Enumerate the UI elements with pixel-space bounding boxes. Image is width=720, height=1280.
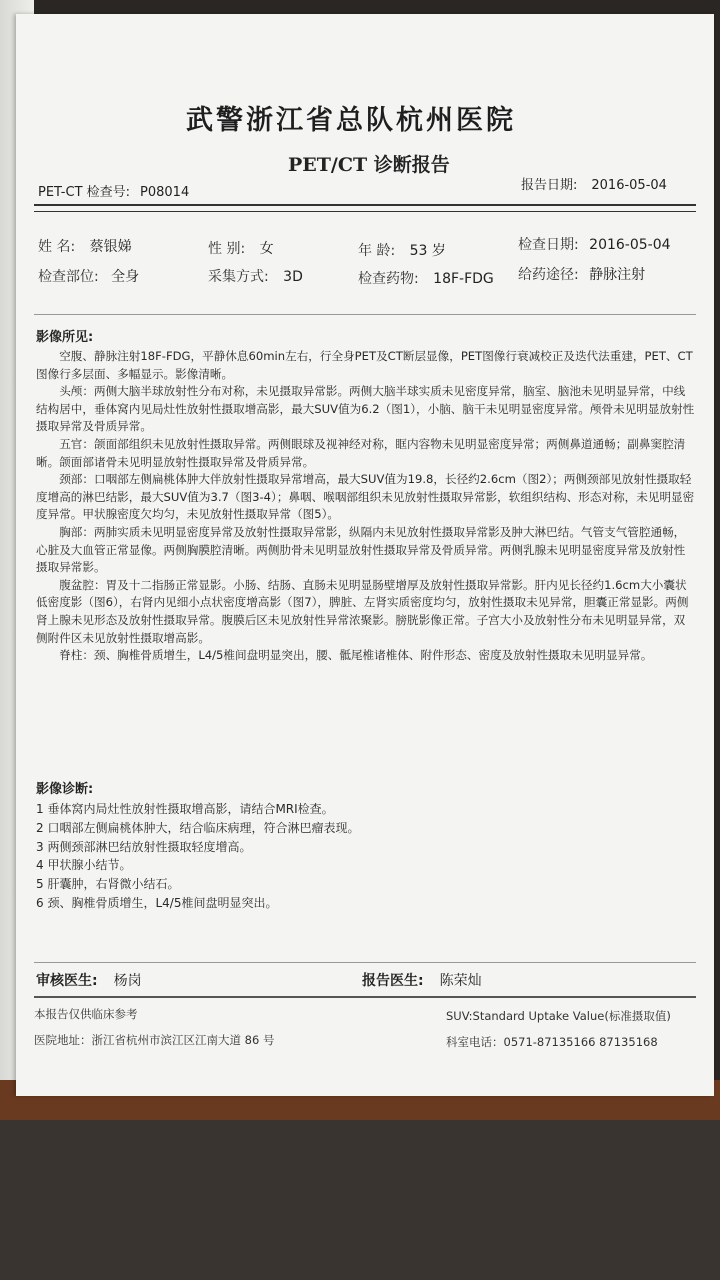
suv-note: SUV:Standard Uptake Value(标准摄取值) (446, 1009, 671, 1023)
diagnosis-item: 3 两侧颈部淋巴结放射性摄取轻度增高。 (36, 839, 252, 854)
exam-site-value: 全身 (111, 269, 140, 285)
patient-age-value: 53 岁 (409, 243, 446, 259)
findings-paragraph: 腹盆腔：胃及十二指肠正常显影。小肠、结肠、直肠未见明显肠壁增厚及放射性摄取异常影。肝内见长径约1.6cm大小囊状低密度影（图6），右肾内见细小点状密度增高影（图7），脾脏、左肾实质密度均匀，放射性摄取未见异常，胆囊正常显影。两侧肾上腺未见形态及放射性摄取异常。腹膜后区未见放射性异常浓聚影。膀胱影像正常。子宫大小及放射性分布未见明显异常，双侧附件区未见放射性摄取增高影。 (36, 577, 689, 645)
exam-number (38, 181, 189, 200)
exam-date-label: 检查日期: (518, 237, 579, 253)
patient-sex-value: 女 (259, 241, 274, 257)
diagnosis-item: 1 垂体窝内局灶性放射性摄取增高影，请结合MRI检查。 (36, 802, 334, 816)
report-sheet (16, 14, 714, 1096)
reviewer-signature (36, 970, 142, 990)
patient-sex-label: 性 别: (208, 241, 246, 257)
reporter-name: 陈荣灿 (439, 973, 482, 989)
findings-paragraph: 颈部：口咽部左侧扁桃体肿大伴放射性摄取异常增高，最大SUV值为19.8，长径约2.6cm（图2）；两侧颈部见放射性摄取轻度增高的淋巴结影，最大SUV值为3.7（图3-4）；鼻咽、喉咽部组织未见放射性摄取异常影，软组织结构、形态对称，未见明显密度异常。甲状腺密度欠均匀，未见放射性摄取异常（图5）。 (36, 472, 695, 522)
hospital-name: 武警浙江省总队杭州医院 (186, 105, 516, 136)
findings-body (36, 348, 696, 665)
acquisition-mode-label: 采集方式: (208, 269, 269, 285)
diagnosis-list (36, 800, 359, 913)
signature-divider-top (34, 962, 696, 963)
exam-date-value: 2016-05-04 (589, 237, 671, 253)
exam-drug-value: 18F-FDG (433, 271, 494, 287)
diagnosis-item: 4 甲状腺小结节。 (36, 858, 132, 873)
findings-paragraph: 胸部：两肺实质未见明显密度异常及放射性摄取异常影，纵隔内未见放射性摄取异常影及肿大淋巴结。气管支气管腔通畅，心脏及大血管正常显像。两侧胸膜腔清晰。两侧肋骨未见明显放射性摄取异常及骨质异常。两侧乳腺未见明显密度异常及放射性摄取异常影。 (36, 524, 686, 575)
acquisition-mode (208, 266, 303, 286)
findings-paragraph: 五官：颌面部组织未见放射性摄取异常。两侧眼球及视神经对称，眶内容物未见明显密度异常；两侧鼻道通畅；副鼻窦腔清晰。颌面部诸骨未见明显放射性摄取异常及骨质异常。 (36, 436, 686, 469)
patient-sex (208, 238, 274, 258)
diagnosis-item: 6 颈、胸椎骨质增生，L4/5椎间盘明显突出。 (36, 895, 278, 910)
patient-name (38, 236, 132, 256)
reporter-signature (362, 970, 482, 990)
header-divider-thin (34, 211, 696, 212)
header-divider (34, 204, 696, 206)
patient-name-value: 蔡银娣 (89, 239, 132, 255)
report-date-label: 报告日期: (521, 178, 578, 193)
disclaimer-note: 本报告仅供临床参考 (34, 1007, 138, 1021)
exam-site (38, 266, 139, 286)
exam-number-label: PET-CT 检查号: (38, 185, 131, 200)
diagnosis-item: 5 肝囊肿，右肾微小结石。 (36, 877, 180, 892)
report-date-value: 2016-05-04 (591, 178, 667, 193)
info-divider (34, 314, 696, 315)
drug-route-value: 静脉注射 (589, 267, 646, 283)
acquisition-mode-value: 3D (283, 269, 303, 285)
exam-site-label: 检查部位: (38, 269, 99, 285)
findings-paragraph: 脊柱：颈、胸椎骨质增生，L4/5椎间盘明显突出，腰、骶尾椎诸椎体、附件形态、密度及放射性摄取未见明显异常。 (59, 648, 653, 663)
signature-divider-bottom (34, 996, 696, 998)
findings-title: 影像所见: (36, 330, 94, 345)
patient-age-label: 年 龄: (358, 243, 396, 259)
exam-drug (358, 268, 494, 288)
findings-paragraph: 空腹、静脉注射18F-FDG，平静休息60min左右，行全身PET及CT断层显像，PET图像行衰减校正及迭代法重建，PET、CT图像行多层面、多幅显示。影像清晰。 (36, 349, 693, 381)
exam-drug-label: 检查药物: (358, 271, 419, 287)
patient-age (358, 240, 446, 260)
department-phone: 科室电话：0571-87135166 87135168 (446, 1035, 658, 1049)
floor-background (0, 1100, 720, 1280)
findings-paragraph: 头颅：两侧大脑半球放射性分布对称，未见摄取异常影。两侧大脑半球实质未见密度异常，脑室、脑池未见明显异常，中线结构居中，垂体窝内见局灶性放射性摄取增高影，最大SUV值为6.2（图1），小脑、脑干未见明显密度异常。颅骨未见明显放射性摄取异常及骨质异常。 (36, 384, 695, 434)
drug-route-label: 给药途径: (518, 267, 579, 283)
drug-route (518, 264, 645, 284)
reporter-label: 报告医生: (362, 973, 424, 989)
report-title: PET/CT 诊断报告 (288, 154, 450, 176)
hospital-address: 医院地址：浙江省杭州市滨江区江南大道 86 号 (34, 1033, 275, 1047)
diagnosis-title: 影像诊断: (36, 782, 94, 797)
reviewer-name: 杨岗 (113, 973, 142, 989)
reviewer-label: 审核医生: (36, 973, 98, 989)
patient-name-label: 姓 名: (38, 239, 76, 255)
exam-number-value: P08014 (140, 185, 190, 200)
report-date (521, 174, 667, 193)
diagnosis-item: 2 口咽部左侧扁桃体肿大，结合临床病理，符合淋巴瘤表现。 (36, 820, 360, 835)
exam-date (518, 234, 671, 254)
